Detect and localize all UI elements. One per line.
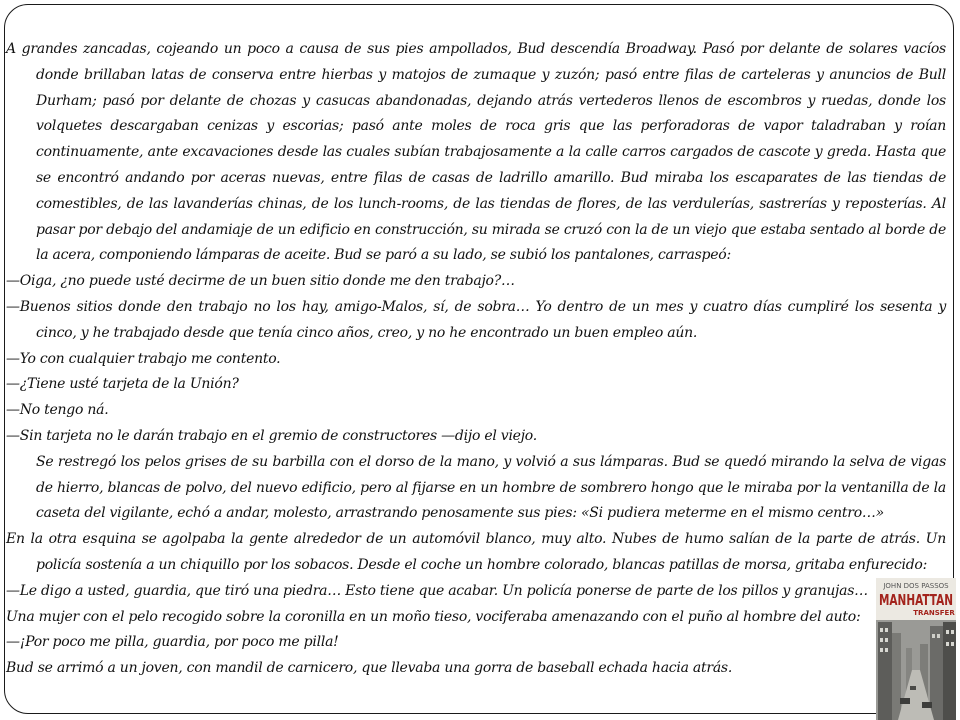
paragraph-dialogue-4: —¿Tiene usté tarjeta de la Unión? [6, 376, 239, 393]
city-street-photo [876, 620, 956, 720]
paragraph-dialogue-1: —Oiga, ¿no puede usté decirme de un buen sitio donde me den trabajo?… [6, 273, 515, 290]
paragraph-dialogue-3: —Yo con cualquier trabajo me contento. [6, 350, 281, 367]
paragraph-dialogue-8: —¡Por poco me pilla, guardia, por poco me pilla! [6, 634, 339, 651]
text-body [6, 37, 946, 682]
book-cover-image [876, 578, 956, 720]
paragraph-narration-4: Una mujer con el pelo recogido sobre la coronilla en un moño tieso, vociferaba amenazando con el puño al hombre del auto: [6, 608, 861, 625]
paragraph-narration-2: Se restregó los pelos grises de su barbilla con el dorso de la mano, y volvió a sus lámparas. Bud se quedó mirando la selva de vigas de hierro, blancas de polvo, del nuevo edificio, pero al fijarse en un hombre de sombrero hongo que le miraba por la ventanilla de la caseta del vigilante, echó a andar, molesto, arrastrando penosamente sus pies: «Si pudiera meterme en el mismo centro…» [36, 453, 946, 522]
paragraph-narration-5: Bud se arrimó a un joven, con mandil de carnicero, que llevaba una gorra de baseball echada hacia atrás. [6, 660, 733, 677]
book-cover-illustration [876, 578, 956, 720]
paragraph-narration-3: En la otra esquina se agolpaba la gente alrededor de un automóvil blanco, muy alto. Nubes de humo salían de la parte de atrás. Un policía sostenía a un chiquillo por los sobacos. Desde el coche un hombre colorado, blancas patillas de morsa, gritaba enfurecido: [6, 531, 946, 573]
paragraph-dialogue-5: —No tengo ná. [6, 402, 109, 419]
book-title: MANHATTAN [879, 591, 953, 609]
paragraph-narration-1: A grandes zancadas, cojeando un poco a causa de sus pies ampollados, Bud descendía Broadway. Pasó por delante de solares vacíos donde brillaban latas de conserva entre hierbas y matojos de zumaque y zuzón; pasó entre filas de carteleras y anuncios de Bull Durham; pasó por delante de chozas y casucas abandonadas, dejando atrás vertederos llenos de escombros y ruedas, donde los volquetes descargaban cenizas y escorias; pasó ante moles de roca gris que las perforadoras de vapor taladraban y roían continuamente, ante excavaciones desde las cuales subían trabajosamente a la calle carros cargados de cascote y greda. Hasta que se encontró andando por aceras nuevas, entre filas de casas de ladrillo amarillo. Bud miraba los escaparates de las tiendas de comestibles, de las lavanderías chinas, de los lunch-rooms, de las tiendas de flores, de las verdulerías, sastrerías y reposterías. Al pasar por debajo del andamiaje de un edificio en construcción, su mirada se cruzó con la de un viejo que estaba sentado al borde de la acera, componiendo lámparas de aceite. Bud se paró a su lado, se subió los pantalones, carraspeó: [6, 41, 946, 264]
paragraph-dialogue-7: —Le digo a usted, guardia, que tiró una piedra… Esto tiene que acabar. Un policía ponerse de parte de los pillos y granujas… [6, 582, 868, 599]
book-author: JOHN DOS PASSOS [883, 582, 949, 590]
paragraph-dialogue-6: —Sin tarjeta no le darán trabajo en el gremio de constructores —dijo el viejo. [6, 427, 537, 444]
book-subtitle: TRANSFER [913, 609, 955, 617]
paragraph-dialogue-2: —Buenos sitios donde den trabajo no los hay, amigo-Malos, sí, de sobra… Yo dentro de un mes y cuatro días cumpliré los sesenta y cinco, y he trabajado desde que tenía cinco años, creo, y no he encontrado un buen empleo aún. [6, 298, 946, 341]
